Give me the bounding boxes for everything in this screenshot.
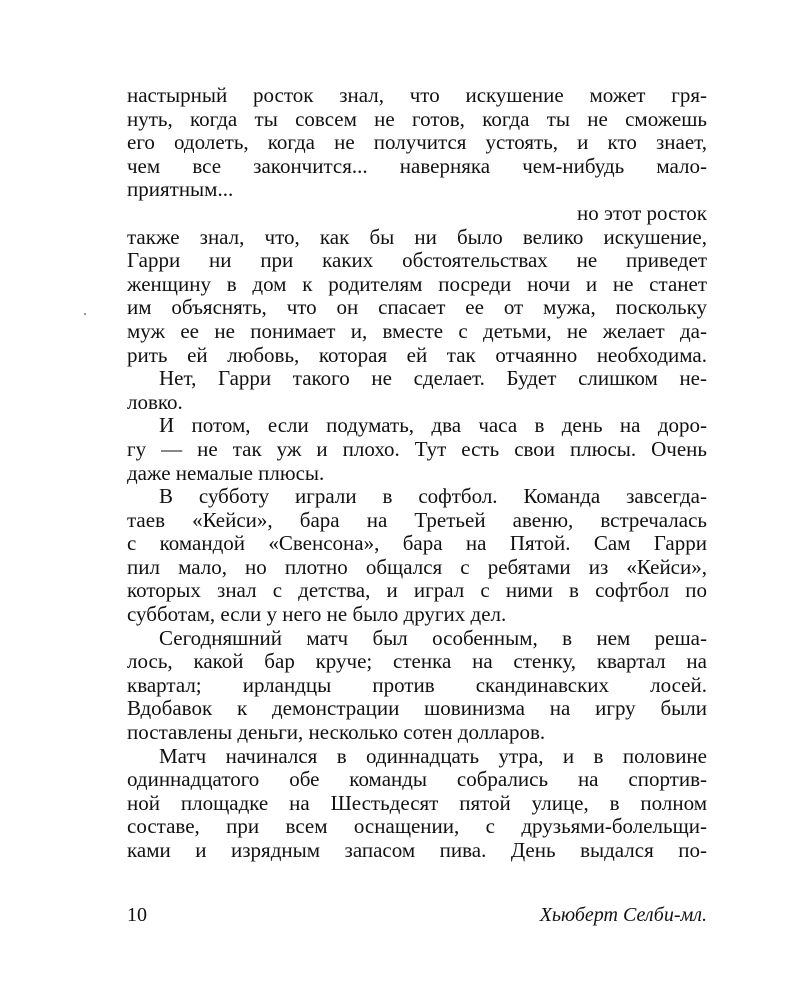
text-line: гу — не так уж и плохо. Тут есть свои плюсы. Очень xyxy=(127,436,707,461)
text-line: также знал, что, как бы ни было велико искушение, xyxy=(127,224,707,249)
text-line: настырный росток знал, что искушение может гря- xyxy=(127,83,707,107)
text-line: муж ее не понимает и, вместе с детьми, не желает да- xyxy=(127,318,707,343)
text-line: Гарри ни при каких обстоятельствах не приведет xyxy=(127,248,707,273)
text-line: с командой «Свенсона», бара на Пятой. Сам Гарри xyxy=(127,531,707,556)
text-line: женщину в дом к родителям посреди ночи и не станет xyxy=(127,271,707,296)
text-line: Вдобавок к демонстрации шовинизма на игру были xyxy=(127,696,707,721)
text-line: Матч начинался в одиннадцать утра, и в половине xyxy=(159,743,707,768)
text-line: Нет, Гарри такого не сделает. Будет слишком не- xyxy=(159,366,707,391)
text-line: даже немалые плюсы. xyxy=(127,460,325,485)
text-line: ловко. xyxy=(127,389,183,414)
body-text xyxy=(127,84,707,863)
running-title: Хьюберт Селби-мл. xyxy=(539,904,707,926)
text-line: которых знал с детства, и играл с ними в софтбол по xyxy=(127,578,707,603)
text-line: нуть, когда ты совсем не готов, когда ты не сможешь xyxy=(127,106,707,131)
text-line: одиннадцатого обе команды собрались на спортив- xyxy=(127,767,707,792)
text-line: таев «Кейси», бара на Третьей авеню, встречалась xyxy=(127,507,707,532)
text-line: им объяснять, что он спасает ее от мужа, поскольку xyxy=(127,295,707,320)
text-line: чем все закончится... наверняка чем-нибудь мало- xyxy=(127,153,707,178)
text-line: Сегодняшний матч был особенным, в нем реша- xyxy=(159,625,707,650)
text-line: но этот росток xyxy=(577,200,707,225)
text-line: поставлены деньги, несколько сотен долларов. xyxy=(127,720,546,745)
text-line: пил мало, но плотно общался с ребятами из «Кейси», xyxy=(127,554,707,579)
text-line: приятным... xyxy=(127,177,234,202)
text-line: ной площадке на Шестьдесят пятой улице, в полном xyxy=(127,790,707,815)
text-line: составе, при всем оснащении, с друзьями-болельщи- xyxy=(127,814,707,839)
text-line: лось, какой бар круче; стенка на стенку, квартал на xyxy=(127,649,707,674)
scan-speck xyxy=(84,313,86,315)
text-line: рить ей любовь, которая ей так отчаянно необходима. xyxy=(127,342,707,367)
text-line: ками и изрядным запасом пива. День выдался по- xyxy=(127,838,707,862)
text-line: субботам, если у него не было других дел. xyxy=(127,602,507,627)
text-line: В субботу играли в софтбол. Команда завсегда- xyxy=(159,484,707,509)
text-line: его одолеть, когда не получится устоять, и кто знает, xyxy=(127,130,707,155)
page-number: 10 xyxy=(127,904,147,926)
text-line: квартал; ирландцы против скандинавских лосей. xyxy=(127,672,707,697)
text-line: И потом, если подумать, два часа в день на доро- xyxy=(159,413,707,438)
